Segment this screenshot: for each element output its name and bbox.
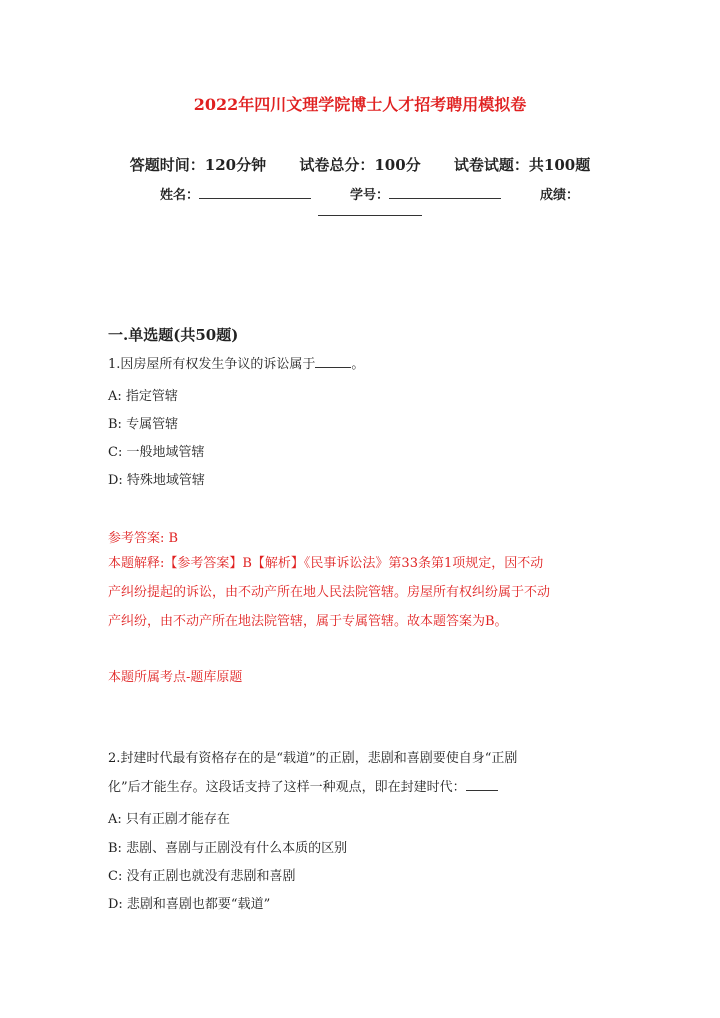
student-id-blank-line[interactable] <box>389 185 501 199</box>
score-blank-line[interactable] <box>318 203 422 216</box>
student-id-field <box>350 184 501 203</box>
student-id-label: 学号： <box>350 188 390 203</box>
question-1-source: 本题所属考点-题库原题 <box>108 670 243 685</box>
question-1-stem-text: 1.因房屋所有权发生争议的诉讼属于 <box>108 357 316 372</box>
question-2-stem-line-2 <box>108 775 498 801</box>
question-2-option-b[interactable]: B: 悲剧、喜剧与正剧没有什么本质的区别 <box>108 841 348 856</box>
section-heading: 一.单选题(共50题) <box>108 326 239 344</box>
question-1-explanation-line: 产纠纷提起的诉讼，由不动产所在地人民法院管辖。房屋所有权纠纷属于不动 <box>108 585 551 600</box>
question-1-option-a[interactable]: A: 指定管辖 <box>108 389 178 404</box>
question-1-option-d[interactable]: D: 特殊地域管辖 <box>108 473 205 488</box>
question-1-option-c[interactable]: C: 一般地域管辖 <box>108 445 205 460</box>
total-questions: 试卷试题：共100题 <box>453 156 591 174</box>
exam-meta-row <box>0 154 720 175</box>
name-label: 姓名： <box>160 188 200 203</box>
question-1-answer: 参考答案: B <box>108 531 179 546</box>
question-1-stem <box>108 352 364 378</box>
name-field <box>160 184 311 203</box>
name-blank-line[interactable] <box>199 185 311 199</box>
question-2-stem-text: 化”后才能生存。这段话支持了这样一种观点，即在封建时代： <box>108 780 466 795</box>
question-1-explanation-line: 本题解释:【参考答案】B【解析】《民事诉讼法》第33条第1项规定，因不动 <box>108 556 544 571</box>
question-2-option-c[interactable]: C: 没有正剧也就没有悲剧和喜剧 <box>108 869 296 884</box>
question-2-stem-line: 2.封建时代最有资格存在的是“载道”的正剧，悲剧和喜剧要使自身“正剧 <box>108 751 518 766</box>
question-1-option-b[interactable]: B: 专属管辖 <box>108 417 179 432</box>
question-1-explanation-line: 产纠纷，由不动产所在地法院管辖，属于专属管辖。故本题答案为B。 <box>108 614 508 629</box>
question-1-blank <box>315 355 351 368</box>
score-field <box>540 184 579 203</box>
question-2-blank <box>466 778 498 791</box>
total-score: 试卷总分：100分 <box>299 156 421 174</box>
score-label: 成绩： <box>540 188 580 203</box>
document-title: 2022年四川文理学院博士人才招考聘用模拟卷 <box>193 95 527 114</box>
question-2-option-a[interactable]: A: 只有正剧才能存在 <box>108 812 230 827</box>
exam-time: 答题时间：120分钟 <box>129 156 267 174</box>
question-2-option-d[interactable]: D: 悲剧和喜剧也都要“载道” <box>108 897 271 912</box>
question-1-stem-tail: 。 <box>351 357 365 372</box>
